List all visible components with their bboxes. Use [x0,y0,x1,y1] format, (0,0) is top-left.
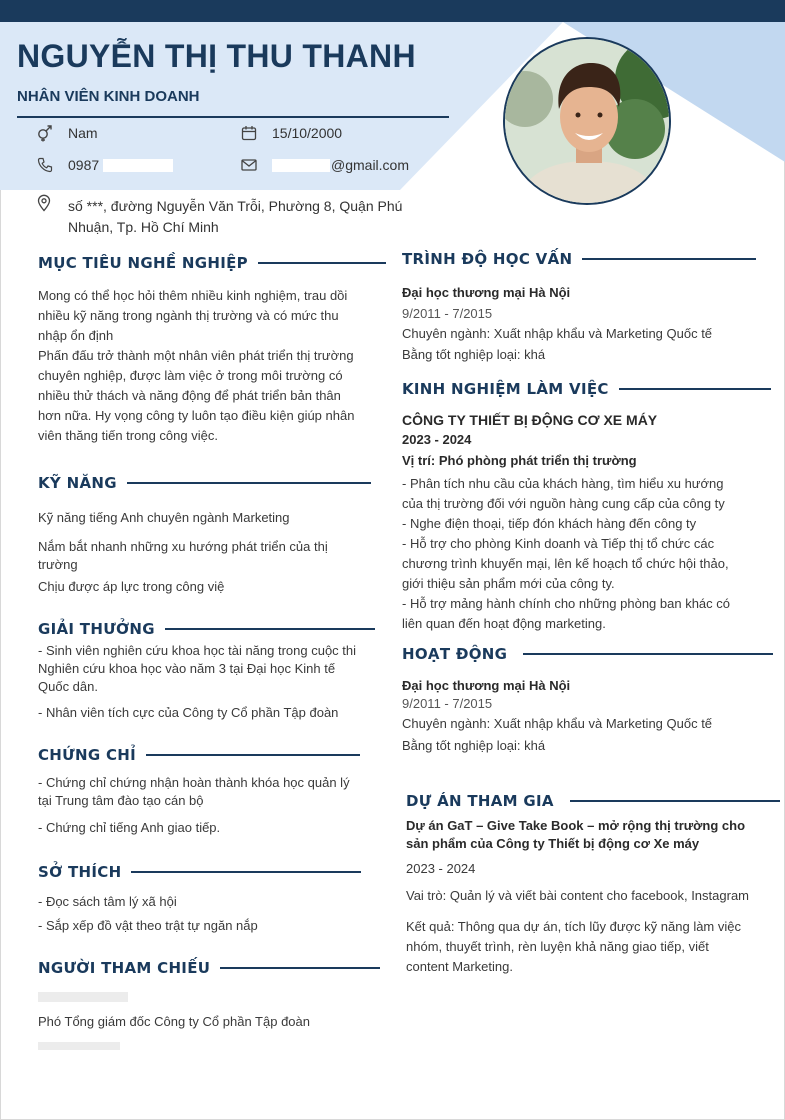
certificates-title [38,746,360,764]
certificates-title-text: CHỨNG CHỈ [38,746,137,764]
hobbies-title [38,863,361,881]
candidate-name: NGUYỄN THỊ THU THANH [17,38,416,74]
hobbies-title-text: SỞ THÍCH [38,863,122,881]
experience-position: Vị trí: Phó phòng phát triển thị trường [402,453,637,468]
skill-item: Kỹ năng tiếng Anh chuyên ngành Marketing [38,510,290,525]
hobby-item: - Đọc sách tâm lý xã hội [38,894,177,909]
gender-row [36,124,98,142]
skills-title [38,474,371,492]
references-rule [220,967,380,969]
project-result: Kết quả: Thông qua dự án, tích lũy được kỹ năng làm việc nhóm, thuyết trình, rèn luyện khả năng giao tiếp, viết content Marketing. [406,919,741,974]
email-value: @gmail.com [331,157,410,173]
reference-name-redaction [38,992,128,1002]
activities-school: Đại học thương mại Hà Nội [402,678,571,693]
activities-degree: Bằng tốt nghiệp loại: khá [402,738,546,753]
education-degree: Bằng tốt nghiệp loại: khá [402,347,546,362]
phone-icon [36,156,54,174]
award-item: - Sinh viên nghiên cứu khoa học tài năng trong cuộc thi Nghiên cứu khoa học vào năm 3 tại Đại học Kinh tế Quốc dân. [38,643,357,694]
education-major: Chuyên ngành: Xuất nhập khẩu và Marketing Quốc tế [402,326,713,341]
skills-title-text: KỸ NĂNG [38,474,117,492]
certificate-item: - Chứng chỉ tiếng Anh giao tiếp. [38,820,221,835]
experience-title [402,380,771,398]
certificates-rule [146,754,360,756]
calendar-icon [240,124,258,142]
project-period: 2023 - 2024 [406,861,476,876]
gender-value: Nam [68,125,98,141]
experience-duty: - Phân tích nhu cầu của khách hàng, tìm hiểu xu hướng của thị trường đối với nguồn hàng cung cấp của công ty [402,476,725,511]
project-role: Vai trò: Quản lý và viết bài content cho facebook, Instagram [406,888,750,903]
education-school: Đại học thương mại Hà Nội [402,285,571,300]
location-icon [36,194,52,217]
projects-rule [570,800,780,802]
experience-duty: - Nghe điện thoại, tiếp đón khách hàng đến công ty [402,516,697,531]
activities-title-text: HOẠT ĐỘNG [402,645,508,663]
email-row [240,156,409,174]
experience-period: 2023 - 2024 [402,432,472,447]
hobbies-rule [131,871,361,873]
experience-duty: - Hỗ trợ cho phòng Kinh doanh và Tiếp thị tổ chức các chương trình khuyến mại, lên kế hoạch tổ chức hội thảo, giới thiệu sản phẩm mới của công ty. [402,536,729,591]
phone-redaction [103,159,173,172]
address: số ***, đường Nguyễn Văn Trỗi, Phường 8, Quận Phú Nhuận, Tp. Hồ Chí Minh [68,198,403,235]
experience-rule [619,388,771,390]
award-item: - Nhân viên tích cực của Công ty Cổ phần Tập đoàn [38,705,339,720]
job-title: NHÂN VIÊN KINH DOANH [17,88,200,105]
education-rule [582,258,756,260]
phone-value: 0987 [68,157,100,173]
hobby-item: - Sắp xếp đồ vật theo trật tự ngăn nắp [38,918,258,933]
activities-major: Chuyên ngành: Xuất nhập khẩu và Marketing Quốc tế [402,716,713,731]
education-title-text: TRÌNH ĐỘ HỌC VẤN [402,250,573,268]
experience-duty: - Hỗ trợ mảng hành chính cho những phòng ban khác có liên quan đến hoạt động marketing. [402,596,730,631]
experience-title-text: KINH NGHIỆM LÀM VIỆC [402,380,609,398]
objective-title-text: MỤC TIÊU NGHỀ NGHIỆP [38,254,248,272]
birthdate-row [240,124,342,142]
activities-period: 9/2011 - 7/2015 [402,696,493,711]
skills-rule [127,482,371,484]
experience-company: CÔNG TY THIẾT BỊ ĐỘNG CƠ XE MÁY [402,412,658,428]
skill-item: Chịu được áp lực trong công việ [38,579,225,594]
top-bar [0,0,785,22]
certificate-item: - Chứng chỉ chứng nhận hoàn thành khóa học quản lý tại Trung tâm đào tạo cán bộ [38,775,350,808]
header-divider [17,116,449,118]
objective-rule [258,262,386,264]
awards-rule [165,628,375,630]
profile-photo [503,37,671,205]
mail-icon [240,156,258,174]
reference-position: Phó Tổng giám đốc Công ty Cổ phần Tập đoàn [38,1014,310,1029]
gender-icon [36,124,54,142]
birthdate-value: 15/10/2000 [272,125,343,141]
skill-item: Nắm bắt nhanh những xu hướng phát triển của thị trường [38,539,328,572]
education-title [402,250,756,268]
projects-title-text: DỰ ÁN THAM GIA [406,792,554,810]
email-redaction [272,159,330,172]
objective-text: Mong có thể học hỏi thêm nhiều kinh nghiệm, trau dồi nhiều kỹ năng trong ngành thị trường và có mức thu nhập ổn định Phấn đấu trở thành một nhân viên phát triển thị trường chuyên nghiệp, được làm việc ở trong môi trường có nhiều thử thách và năng động để phát triển bản thân hơn nữa. Hy vọng công ty luôn tạo điều kiện giúp nhân viên thăng tiến trong công việc. [38,288,355,443]
phone-row [36,156,173,174]
project-name: Dự án GaT – Give Take Book – mở rộng thị trường cho sản phẩm của Công ty Thiết bị động cơ Xe máy [406,818,746,851]
awards-title [38,620,375,638]
references-title-text: NGƯỜI THAM CHIẾU [38,959,211,977]
objective-title [38,254,386,272]
projects-title [406,792,780,810]
activities-title [402,645,773,663]
reference-phone-redaction [38,1042,120,1050]
activities-rule [523,653,773,655]
awards-title-text: GIẢI THƯỞNG [38,620,155,638]
education-period: 9/2011 - 7/2015 [402,306,493,321]
references-title [38,959,380,977]
